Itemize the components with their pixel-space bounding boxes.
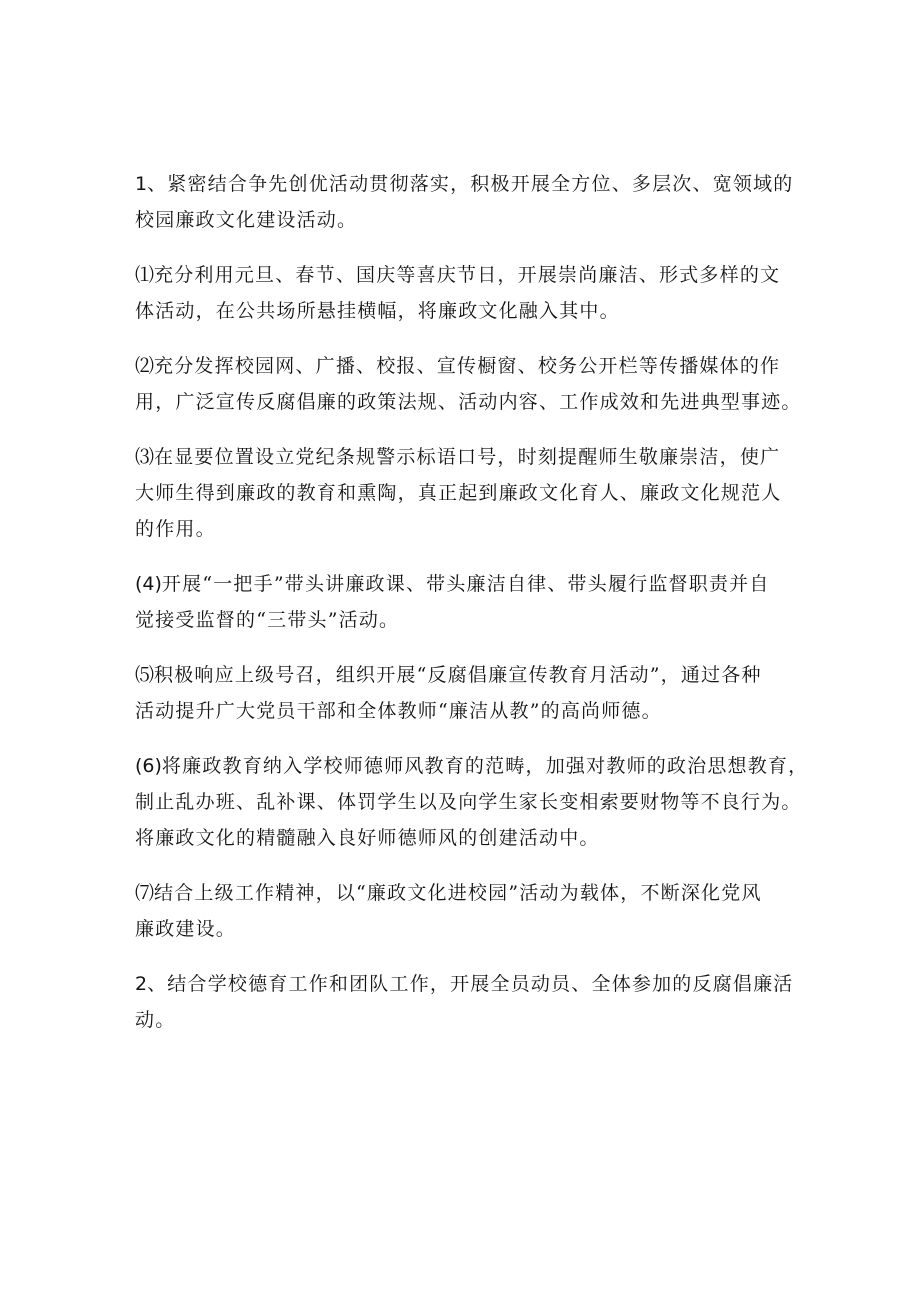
list-marker: ⑴: [135, 264, 155, 286]
list-marker: ⑸: [135, 664, 155, 686]
paragraph-line: ⑶在显要位置设立党纪条规警示标语口号，时刻提醒师生敬廉崇洁，使广: [135, 446, 781, 468]
paragraph-1-4: [135, 566, 800, 638]
paragraph-line: 2、结合学校德育工作和团队工作，开展全员动员、全体参加的反腐倡廉活: [135, 973, 794, 995]
list-marker: 2: [135, 973, 148, 995]
list-marker: (6): [135, 755, 162, 777]
paragraph-1-5: [135, 657, 800, 729]
paragraph-1-6: [135, 748, 809, 856]
paragraph-2: [135, 966, 800, 1038]
document-body: [135, 166, 809, 1057]
paragraph-line: 觉接受监督的“三带头”活动。: [135, 609, 400, 631]
paragraph-1-3: [135, 439, 800, 547]
paragraph-line: 1、紧密结合争先创优活动贯彻落实，积极开展全方位、多层次、宽领域的: [135, 173, 794, 195]
paragraph-line: 制止乱办班、乱补课、体罚学生以及向学生家长变相索要财物等不良行为。: [135, 791, 802, 813]
paragraph-line: 校园廉政文化建设活动。: [135, 209, 358, 231]
paragraph-line: 体活动，在公共场所悬挂横幅，将廉政文化融入其中。: [135, 300, 620, 322]
paragraph-1-2: [135, 348, 800, 420]
paragraph-1-7: [135, 875, 800, 947]
paragraph-line: ⑸积极响应上级号召，组织开展“反腐倡廉宣传教育月活动”，通过各种: [135, 664, 762, 686]
paragraph-line: 的作用。: [135, 518, 216, 540]
paragraph-line: ⑵充分发挥校园网、广播、校报、宣传橱窗、校务公开栏等传播媒体的作: [135, 355, 781, 377]
paragraph-line: 大师生得到廉政的教育和熏陶，真正起到廉政文化育人、廉政文化规范人: [135, 482, 782, 504]
paragraph-line: ⑴充分利用元旦、春节、国庆等喜庆节日，开展崇尚廉洁、形式多样的文: [135, 264, 781, 286]
list-marker: ⑵: [135, 355, 155, 377]
list-marker: 1: [135, 173, 148, 195]
paragraph-line: 动。: [135, 1009, 176, 1031]
paragraph-line: ⑺结合上级工作精神，以“廉政文化进校园”活动为载体，不断深化党风: [135, 882, 762, 904]
paragraph-1: [135, 166, 800, 238]
list-marker: ⑶: [135, 446, 155, 468]
list-marker: ⑺: [135, 882, 155, 904]
paragraph-line: 活动提升广大党员干部和全体教师“廉洁从教”的高尚师德。: [135, 700, 662, 722]
paragraph-1-1: [135, 257, 800, 329]
list-marker: (4): [135, 573, 162, 595]
paragraph-line: 廉政建设。: [135, 918, 237, 940]
paragraph-line: (6)将廉政教育纳入学校师德师风教育的范畴，加强对教师的政治思想教育，: [135, 755, 809, 777]
paragraph-line: (4)开展“一把手”带头讲廉政课、带头廉洁自律、带头履行监督职责并自: [135, 573, 770, 595]
paragraph-line: 用，广泛宣传反腐倡廉的政策法规、活动内容、工作成效和先进典型事迹。: [135, 391, 802, 413]
paragraph-line: 将廉政文化的精髓融入良好师德师风的创建活动中。: [135, 827, 600, 849]
